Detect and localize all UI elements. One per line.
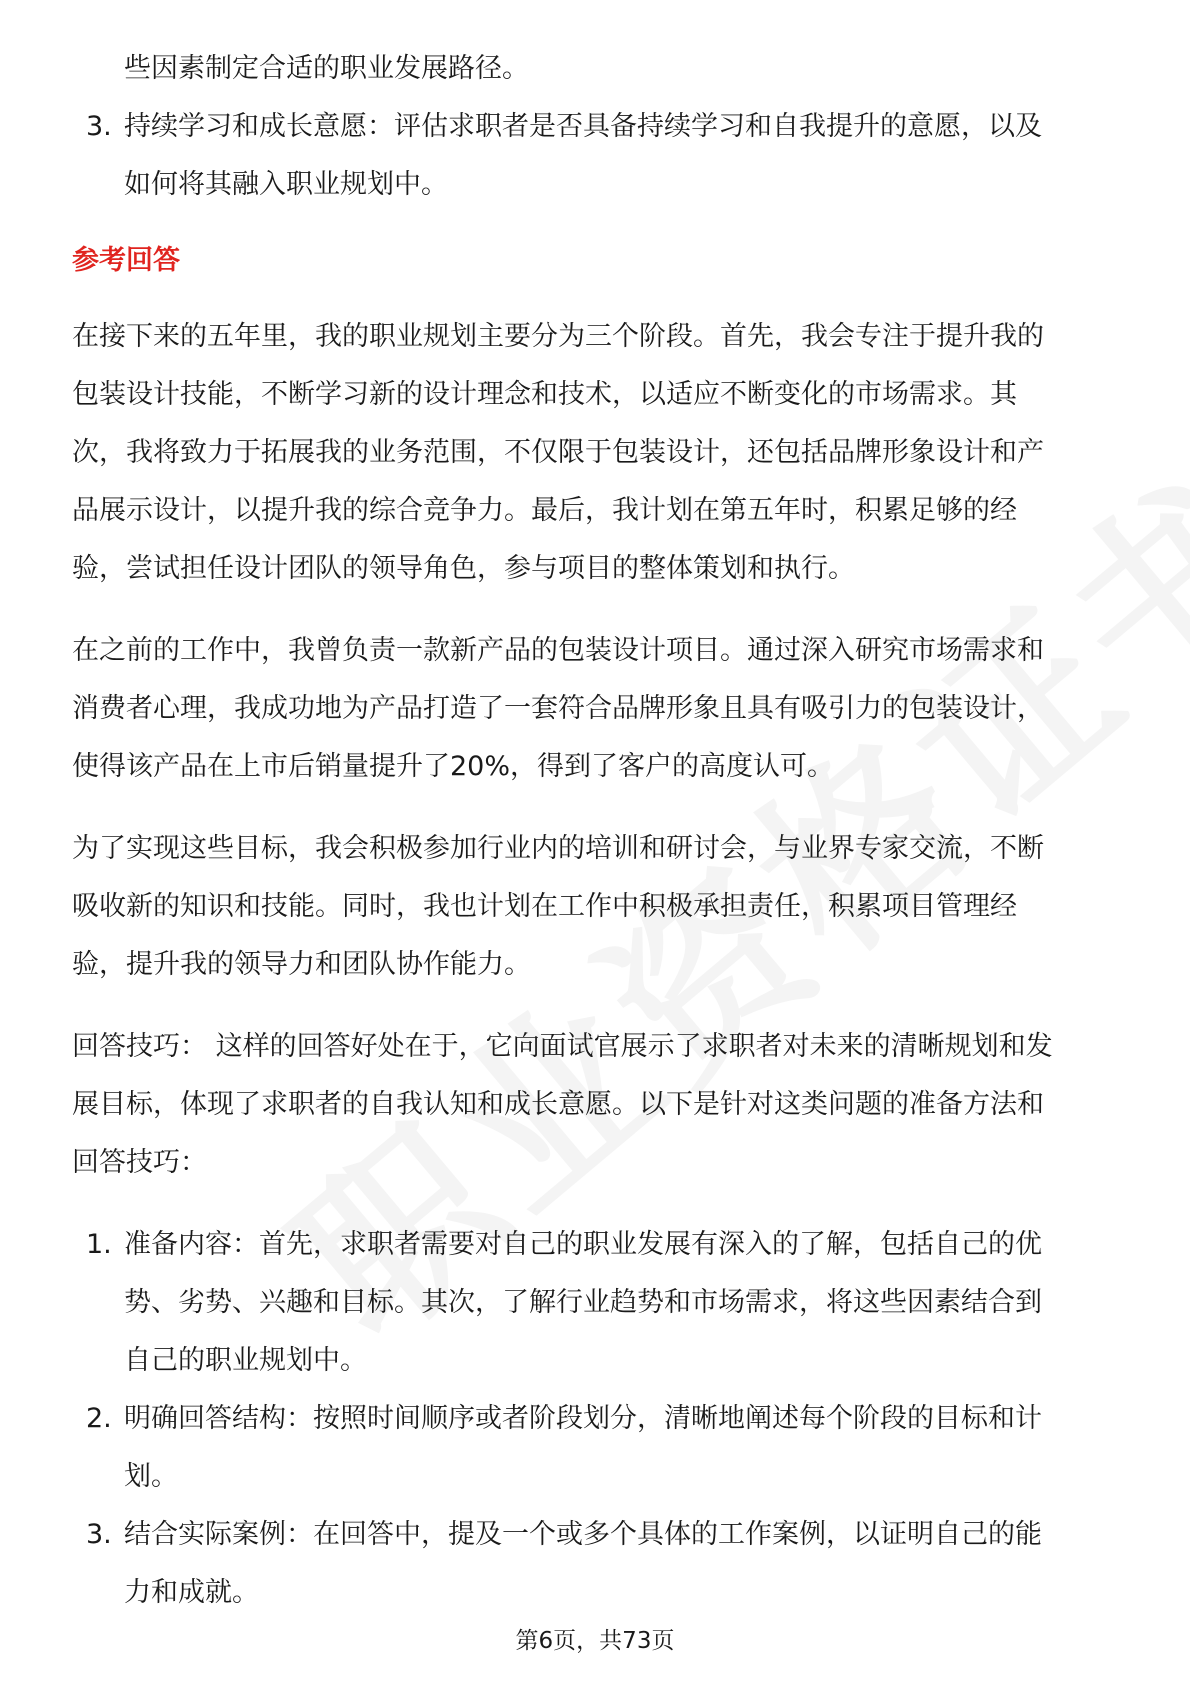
paragraph-line: 回答技巧： — [72, 1147, 207, 1178]
page-footer: 第6页，共73页 — [515, 1628, 675, 1654]
document-page — [72, 40, 1132, 1622]
list-line: 明确回答结构：按照时间顺序或者阶段划分，清晰地阐述每个阶段的目标和计 — [124, 1403, 1042, 1434]
tips-numbered-list — [72, 1216, 1132, 1622]
tip-item-3 — [72, 1506, 1132, 1622]
continuation-text: 些因素制定合适的职业发展路径。 — [124, 53, 529, 84]
list-number: 1. — [86, 1229, 112, 1260]
paragraph-3 — [72, 820, 1132, 994]
list-line: 如何将其融入职业规划中。 — [124, 169, 448, 200]
list-line: 势、劣势、兴趣和目标。其次，了解行业趋势和市场需求，将这些因素结合到 — [124, 1287, 1042, 1318]
list-line: 结合实际案例：在回答中，提及一个或多个具体的工作案例，以证明自己的能 — [124, 1519, 1042, 1550]
paragraph-line: 吸收新的知识和技能。同时，我也计划在工作中积极承担责任，积累项目管理经 — [72, 891, 1017, 922]
paragraph-line: 回答技巧： 这样的回答好处在于，它向面试官展示了求职者对未来的清晰规划和发 — [72, 1031, 1053, 1062]
list-item-continuation — [72, 40, 1132, 98]
paragraph-line: 验，尝试担任设计团队的领导角色，参与项目的整体策划和执行。 — [72, 553, 855, 584]
paragraph-line: 使得该产品在上市后销量提升了20%，得到了客户的高度认可。 — [72, 751, 835, 782]
list-line: 自己的职业规划中。 — [124, 1345, 367, 1376]
tip-item-1 — [72, 1216, 1132, 1390]
list-line: 持续学习和成长意愿：评估求职者是否具备持续学习和自我提升的意愿，以及 — [124, 111, 1042, 142]
paragraph-line: 展目标，体现了求职者的自我认知和成长意愿。以下是针对这类问题的准备方法和 — [72, 1089, 1044, 1120]
paragraph-line: 验，提升我的领导力和团队协作能力。 — [72, 949, 531, 980]
list-number: 2. — [86, 1403, 112, 1434]
list-line: 划。 — [124, 1461, 178, 1492]
paragraph-4-tips-intro — [72, 1018, 1132, 1192]
paragraph-line: 为了实现这些目标，我会积极参加行业内的培训和研讨会，与业界专家交流，不断 — [72, 833, 1044, 864]
paragraph-line: 消费者心理，我成功地为产品打造了一套符合品牌形象且具有吸引力的包装设计， — [72, 693, 1044, 724]
paragraph-line: 包装设计技能，不断学习新的设计理念和技术，以适应不断变化的市场需求。其 — [72, 379, 1017, 410]
list-line: 力和成就。 — [124, 1577, 259, 1608]
tip-item-2 — [72, 1390, 1132, 1506]
paragraph-line: 次，我将致力于拓展我的业务范围，不仅限于包装设计，还包括品牌形象设计和产 — [72, 437, 1044, 468]
list-number: 3. — [86, 1519, 112, 1550]
list-item-3 — [72, 98, 1132, 214]
paragraph-1 — [72, 308, 1132, 598]
list-line: 准备内容：首先，求职者需要对自己的职业发展有深入的了解，包括自己的优 — [124, 1229, 1042, 1260]
top-numbered-list — [72, 40, 1132, 214]
paragraph-2 — [72, 622, 1132, 796]
list-number: 3. — [86, 111, 112, 142]
paragraph-line: 在之前的工作中，我曾负责一款新产品的包装设计项目。通过深入研究市场需求和 — [72, 635, 1044, 666]
reference-answer-heading: 参考回答 — [72, 245, 180, 276]
paragraph-line: 品展示设计，以提升我的综合竞争力。最后，我计划在第五年时，积累足够的经 — [72, 495, 1017, 526]
paragraph-line: 在接下来的五年里，我的职业规划主要分为三个阶段。首先，我会专注于提升我的 — [72, 321, 1044, 352]
